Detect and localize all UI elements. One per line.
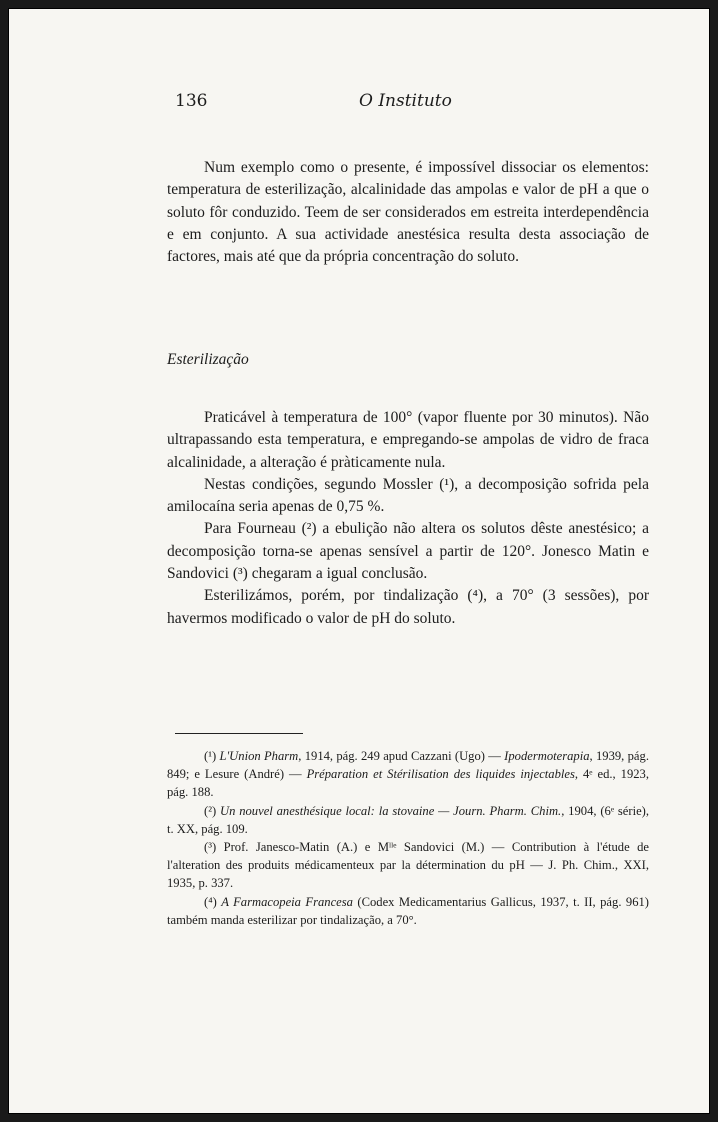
footnote-1-text: , 1914, pág. 249 apud Cazzani (Ugo) — (298, 749, 505, 763)
footnote-1-source-3: Préparation et Stérilisation des liquides injectables (306, 767, 575, 782)
intro-paragraph: Num exemplo como o presente, é impossível dissociar os elementos: temperatura de esterilização, alcalinidade das ampolas e valor de pH a que o soluto fôr conduzido. Teem de ser considerados em estreita interdependência e em conjunto. A sua actividade anestésica resulta desta associação de factores, mais até que da própria concentração do soluto. (167, 159, 649, 266)
sterilization-section (167, 407, 649, 630)
footnote-2 (167, 802, 649, 838)
footnote-3-text: Prof. Janesco-Matin (A.) e Mˡˡᵉ Sandovici (M.) — Contribution à l'étude de l'alteration des produits médicamenteux par la détermination du pH — J. Ph. Chim., XXI, 1935, p. 337. (167, 840, 649, 891)
page-header (167, 91, 637, 115)
footnote-marker: (¹) (204, 749, 217, 763)
footnote-1-source-2: Ipodermoterapia (504, 749, 590, 763)
footnote-rule (175, 733, 303, 734)
paragraph: Esterilizámos, porém, por tindalização (⁴), a 70° (3 sessões), por havermos modificado o valor de pH do soluto. (167, 587, 649, 627)
paragraph: Praticável à temperatura de 100° (vapor fluente por 30 minutos). Não ultrapassando esta temperatura, e empregando-se ampolas de vidro de fraca alcalinidade, a alteração é pràticamente nula. (167, 409, 649, 471)
footnote-3 (167, 838, 649, 893)
footnote-2-source: Un nouvel anesthésique local: la stovaine — Journ. Pharm. Chim. (220, 803, 562, 818)
paragraph: Nestas condições, segundo Mossler (¹), a decomposição sofrida pela amilocaína seria apenas de 0,75 %. (167, 475, 649, 516)
footnote-marker: (⁴) (204, 894, 217, 909)
footnote-1-text-3: , 4ᵉ ed., 1923, pág. 188. (167, 767, 649, 800)
footnote-1-source: L'Union Pharm (219, 749, 299, 763)
footnote-marker: (²) (204, 803, 217, 818)
footnote-4 (167, 893, 649, 929)
footnote-1 (167, 747, 649, 802)
page-number: 136 (175, 91, 208, 111)
footnote-2-text: , 1904, (6ᵉ série), t. XX, pág. 109. (167, 803, 650, 836)
section-heading: Esterilização (167, 351, 249, 368)
document-page (8, 8, 710, 1114)
footnote-4-text: (Codex Medicamentarius Gallicus, 1937, t. II, pág. 961) também manda esterilizar por tindalização, a 70°. (167, 894, 649, 927)
running-title: O Instituto (359, 91, 452, 111)
intro-section (167, 157, 649, 268)
footnote-4-source: A Farmacopeia Francesa (221, 894, 353, 909)
footnote-marker: (³) (204, 840, 217, 855)
paragraph: Para Fourneau (²) a ebulição não altera os solutos dêste anestésico; a decomposição torna-se apenas sensível a partir de 120°. Jonesco Matin e Sandovici (³) chegaram a igual conclusão. (167, 520, 649, 583)
footnote-1-text-2: , 1939, pág. 849; e Lesure (André) — (167, 749, 649, 782)
footnotes (167, 747, 649, 929)
